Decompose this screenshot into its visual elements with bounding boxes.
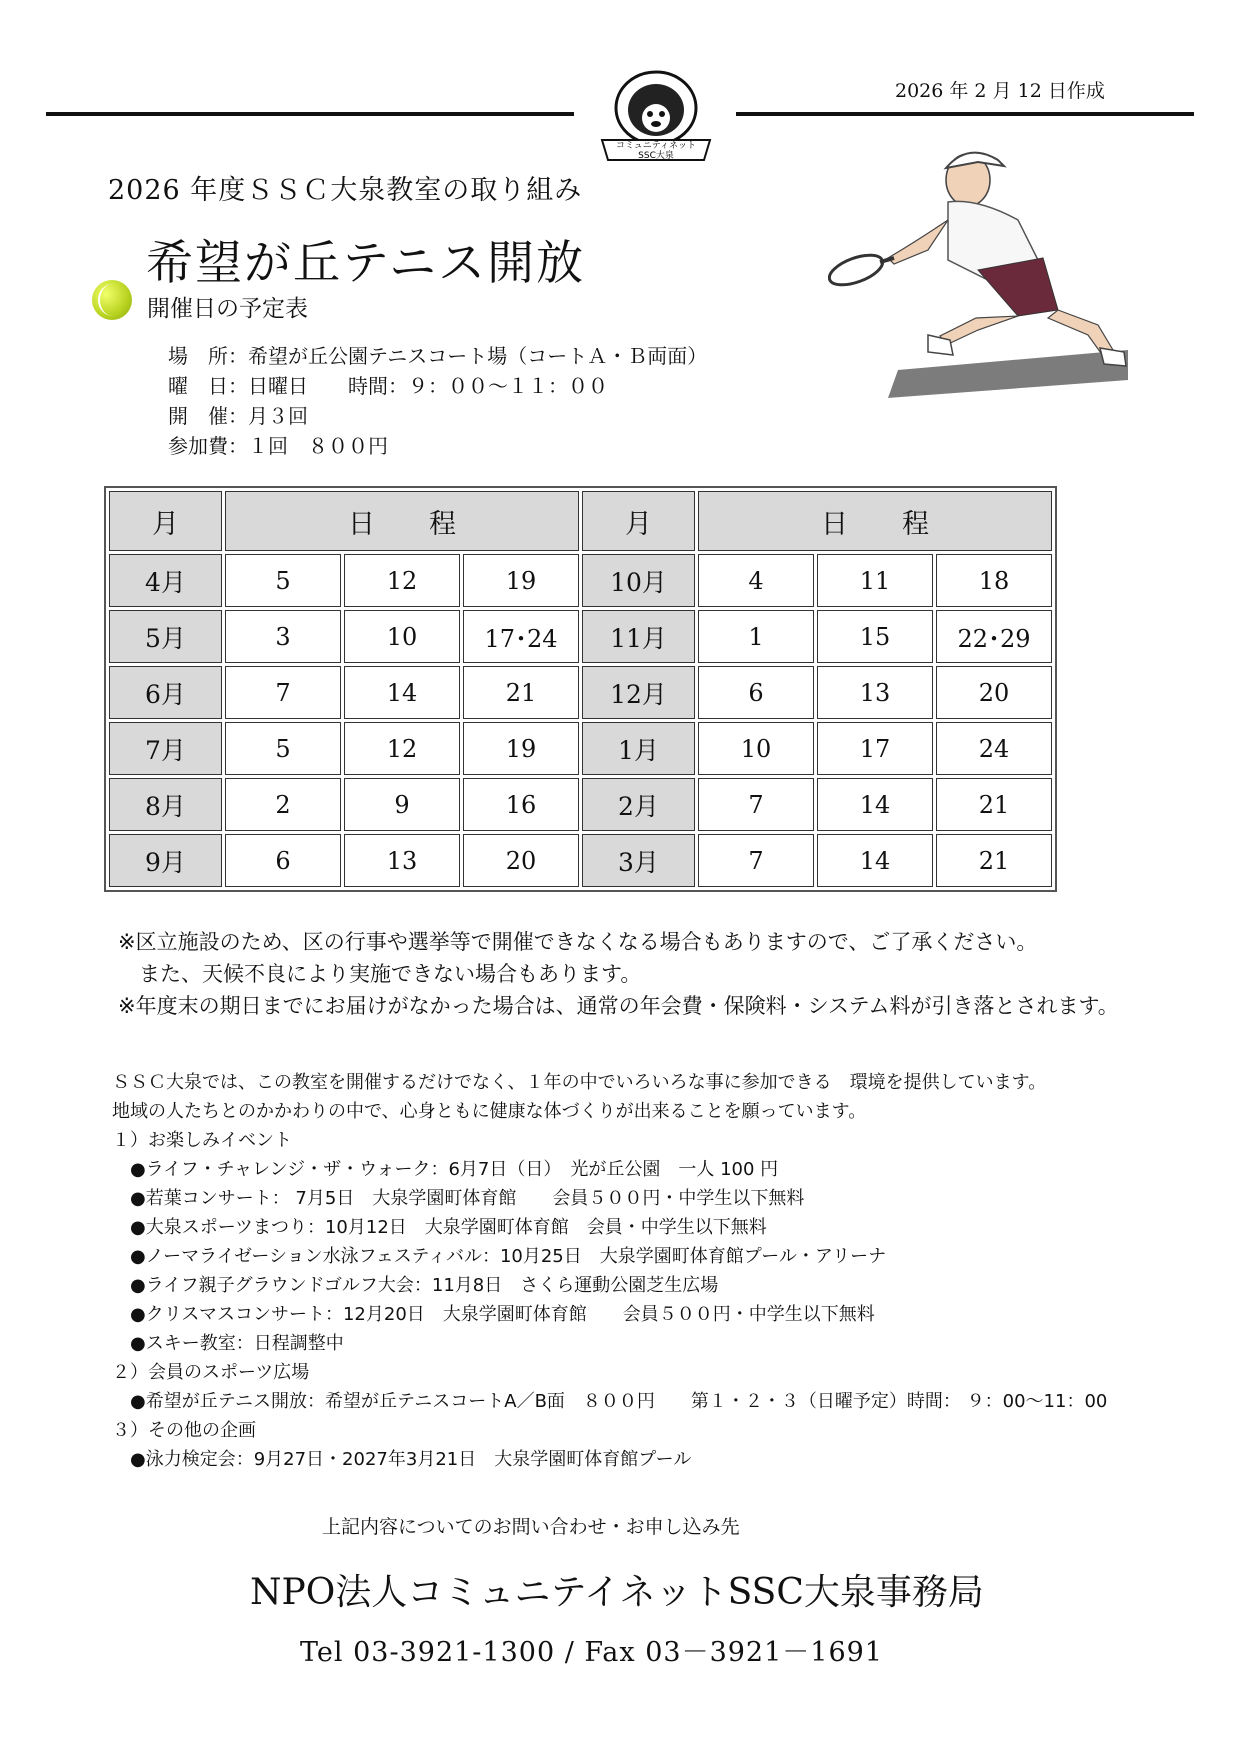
date-cell: 2 bbox=[225, 778, 341, 831]
date-cell: 1 bbox=[698, 610, 814, 663]
date-cell: 24 bbox=[936, 722, 1052, 775]
month-cell: 9月 bbox=[109, 834, 222, 887]
date-cell: 10 bbox=[698, 722, 814, 775]
body-line: 地域の人たちとのかかわりの中で、心身ともに健康な体づくりが出来ることを願っています。 bbox=[112, 1101, 867, 1122]
section-heading: ３）その他の企画 bbox=[112, 1420, 256, 1441]
date-cell: 6 bbox=[698, 666, 814, 719]
header-month-left: 月 bbox=[109, 491, 222, 551]
date-cell: 15 bbox=[817, 610, 933, 663]
date-cell: 7 bbox=[698, 834, 814, 887]
event-item: ●スキー教室：日程調整中 bbox=[112, 1333, 344, 1354]
date-cell: 22･29 bbox=[936, 610, 1052, 663]
date-cell: 21 bbox=[936, 778, 1052, 831]
logo bbox=[592, 68, 720, 164]
header-schedule-left: 日 程 bbox=[225, 491, 579, 551]
date-cell: 16 bbox=[463, 778, 579, 831]
header-schedule-right: 日 程 bbox=[698, 491, 1052, 551]
month-cell: 8月 bbox=[109, 778, 222, 831]
section-heading: １）お楽しみイベント bbox=[112, 1130, 292, 1151]
date-cell: 7 bbox=[225, 666, 341, 719]
month-cell: 2月 bbox=[582, 778, 695, 831]
event-item: ●泳力検定会：9月27日・2027年3月21日 大泉学園町体育館プール bbox=[112, 1449, 692, 1470]
info-day-time: 曜 日：日曜日 時間：９：００〜１１：００ bbox=[168, 374, 608, 398]
date-cell: 21 bbox=[463, 666, 579, 719]
page-title: 希望が丘テニス開放 bbox=[146, 236, 586, 291]
creation-date: 2026 年 2 月 12 日作成 bbox=[895, 80, 1105, 102]
section-heading: ２）会員のスポーツ広場 bbox=[112, 1362, 310, 1383]
date-cell: 19 bbox=[463, 554, 579, 607]
date-cell: 21 bbox=[936, 834, 1052, 887]
table-row bbox=[109, 778, 1052, 831]
date-cell: 10 bbox=[344, 610, 460, 663]
date-cell: 18 bbox=[936, 554, 1052, 607]
date-cell: 14 bbox=[344, 666, 460, 719]
table-row bbox=[109, 722, 1052, 775]
event-item: ●希望が丘テニス開放：希望が丘テニスコートA／B面 ８００円 第１・２・３（日曜予定）時間： ９：00〜11：00 bbox=[112, 1391, 1108, 1412]
table-row bbox=[109, 554, 1052, 607]
month-cell: 10月 bbox=[582, 554, 695, 607]
contact-lead: 上記内容についてのお問い合わせ・お申し込み先 bbox=[322, 1516, 740, 1538]
date-cell: 12 bbox=[344, 554, 460, 607]
header-month-right: 月 bbox=[582, 491, 695, 551]
date-cell: 12 bbox=[344, 722, 460, 775]
event-item: ●ノーマライゼーション水泳フェスティバル：10月25日 大泉学園町体育館プール・アリーナ bbox=[112, 1246, 887, 1267]
date-cell: 19 bbox=[463, 722, 579, 775]
logo-text-bottom: SSC大泉 bbox=[638, 151, 674, 161]
date-cell: 17 bbox=[817, 722, 933, 775]
date-cell: 3 bbox=[225, 610, 341, 663]
date-cell: 4 bbox=[698, 554, 814, 607]
page-subtitle: 2026 年度ＳＳＣ大泉教室の取り組み bbox=[108, 175, 583, 206]
event-item: ●ライフ・チャレンジ・ザ・ウォーク：6月7日（日） 光が丘公園 一人 100 円 bbox=[112, 1159, 779, 1180]
date-cell: 17･24 bbox=[463, 610, 579, 663]
date-cell: 14 bbox=[817, 778, 933, 831]
date-cell: 5 bbox=[225, 554, 341, 607]
date-cell: 13 bbox=[817, 666, 933, 719]
date-cell: 20 bbox=[936, 666, 1052, 719]
date-cell: 14 bbox=[817, 834, 933, 887]
month-cell: 7月 bbox=[109, 722, 222, 775]
table-header-row bbox=[109, 491, 1052, 551]
event-item: ●クリスマスコンサート：12月20日 大泉学園町体育館 会員５００円・中学生以下無料 bbox=[112, 1304, 875, 1325]
note-fees: ※年度末の期日までにお届けがなかった場合は、通常の年会費・保険料・システム料が引き落とされます。 bbox=[118, 994, 1119, 1018]
month-cell: 12月 bbox=[582, 666, 695, 719]
month-cell: 11月 bbox=[582, 610, 695, 663]
info-fee: 参加費：１回 ８００円 bbox=[168, 434, 388, 458]
month-cell: 1月 bbox=[582, 722, 695, 775]
month-cell: 3月 bbox=[582, 834, 695, 887]
date-cell: 11 bbox=[817, 554, 933, 607]
table-row bbox=[109, 834, 1052, 887]
table-row bbox=[109, 610, 1052, 663]
program-description bbox=[112, 1068, 1107, 1474]
month-cell: 6月 bbox=[109, 666, 222, 719]
month-cell: 4月 bbox=[109, 554, 222, 607]
note-closure: ※区立施設のため、区の行事や選挙等で開催できなくなる場合もありますので、ご了承ください。 bbox=[118, 930, 1038, 954]
event-item: ●大泉スポーツまつり：10月12日 大泉学園町体育館 会員・中学生以下無料 bbox=[112, 1217, 767, 1238]
logo-text-top: コミュニティネット bbox=[615, 141, 697, 151]
date-cell: 9 bbox=[344, 778, 460, 831]
date-cell: 7 bbox=[698, 778, 814, 831]
date-cell: 6 bbox=[225, 834, 341, 887]
organization-name: NPO法人コミュニテイネットSSC大泉事務局 bbox=[250, 1572, 984, 1613]
phone-fax: Tel 03-3921-1300 / Fax 03－3921－1691 bbox=[300, 1637, 883, 1668]
event-item: ●ライフ親子グラウンドゴルフ大会：11月8日 さくら運動公園芝生広場 bbox=[112, 1275, 719, 1296]
note-weather: また、天候不良により実施できない場合もあります。 bbox=[118, 962, 642, 986]
tennis-ball-icon bbox=[92, 280, 132, 320]
date-cell: 5 bbox=[225, 722, 341, 775]
tennis-player-illustration bbox=[828, 140, 1140, 402]
info-location: 場 所：希望が丘公園テニスコート場（コートＡ・Ｂ両面） bbox=[168, 344, 708, 368]
info-frequency: 開 催：月３回 bbox=[168, 404, 308, 428]
date-cell: 13 bbox=[344, 834, 460, 887]
event-item: ●若葉コンサート： 7月5日 大泉学園町体育館 会員５００円・中学生以下無料 bbox=[112, 1188, 805, 1209]
table-row bbox=[109, 666, 1052, 719]
month-cell: 5月 bbox=[109, 610, 222, 663]
header-rule-right bbox=[736, 112, 1194, 116]
schedule-table bbox=[104, 486, 1057, 892]
body-line: ＳＳＣ大泉では、この教室を開催するだけでなく、１年の中でいろいろな事に参加できる 環境を提供しています。 bbox=[112, 1072, 1047, 1093]
header-rule-left bbox=[46, 112, 574, 116]
schedule-heading: 開催日の予定表 bbox=[147, 296, 308, 322]
date-cell: 20 bbox=[463, 834, 579, 887]
